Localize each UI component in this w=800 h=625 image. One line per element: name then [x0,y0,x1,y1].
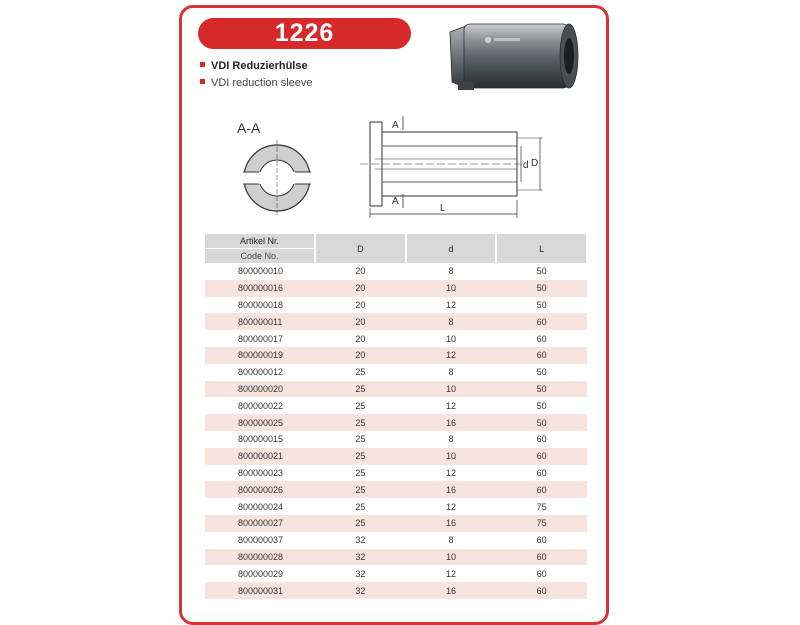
header-outer-diameter: D [315,234,406,263]
table-row [205,481,587,498]
table-row [205,397,587,414]
cross-section-view [239,140,315,216]
inner-diameter-cell: 12 [406,347,497,364]
inner-diameter-cell: 8 [406,263,497,280]
length-cell: 50 [496,414,587,431]
inner-diameter-cell: 12 [406,465,497,482]
outer-diameter-cell: 32 [315,565,406,582]
length-label: L [440,203,446,214]
outer-diameter-cell: 25 [315,364,406,381]
length-cell: 50 [496,280,587,297]
code-cell: 800000010 [205,263,315,280]
length-cell: 60 [496,549,587,566]
inner-diameter-cell: 12 [406,297,497,314]
code-cell: 800000026 [205,481,315,498]
inner-diameter-cell: 12 [406,565,497,582]
code-cell: 800000012 [205,364,315,381]
length-cell: 60 [496,465,587,482]
outer-diameter-cell: 20 [315,330,406,347]
outer-diameter-cell: 25 [315,515,406,532]
inner-diameter-cell: 16 [406,582,497,599]
header-inner-diameter: d [406,234,497,263]
technical-drawing [225,108,555,223]
inner-diameter-cell: 8 [406,532,497,549]
code-cell: 800000011 [205,313,315,330]
length-cell: 50 [496,297,587,314]
code-cell: 800000016 [205,280,315,297]
code-cell: 800000021 [205,448,315,465]
outer-diameter-cell: 25 [315,465,406,482]
length-cell: 50 [496,263,587,280]
outer-diameter-cell: 25 [315,414,406,431]
table-row [205,347,587,364]
outer-diameter-cell: 25 [315,381,406,398]
code-cell: 800000037 [205,532,315,549]
code-cell: 800000017 [205,330,315,347]
table-row [205,582,587,599]
inner-diameter-cell: 12 [406,397,497,414]
outer-diameter-cell: 20 [315,347,406,364]
code-cell: 800000024 [205,498,315,515]
length-cell: 75 [496,498,587,515]
bullet-square-icon [200,79,205,84]
table-row [205,364,587,381]
code-cell: 800000031 [205,582,315,599]
inner-diameter-label: d [523,160,529,171]
length-cell: 60 [496,565,587,582]
code-cell: 800000015 [205,431,315,448]
title-german [200,60,308,72]
length-cell: 60 [496,532,587,549]
length-cell: 60 [496,582,587,599]
table-row [205,515,587,532]
product-number-badge: 1226 [198,18,411,49]
outer-diameter-cell: 25 [315,448,406,465]
length-cell: 75 [496,515,587,532]
table-row [205,465,587,482]
outer-diameter-label: D [531,158,539,169]
length-cell: 60 [496,313,587,330]
outer-diameter-cell: 20 [315,280,406,297]
table-header-row [205,234,587,263]
code-cell: 800000027 [205,515,315,532]
length-cell: 60 [496,330,587,347]
header-article-en: Code No. [205,248,314,263]
length-cell: 50 [496,364,587,381]
section-marker-bottom: A [392,196,399,207]
table-row [205,498,587,515]
section-marker-top: A [392,120,399,131]
code-cell: 800000019 [205,347,315,364]
specification-table [205,234,588,599]
inner-diameter-cell: 8 [406,364,497,381]
outer-diameter-cell: 32 [315,532,406,549]
inner-diameter-cell: 10 [406,381,497,398]
outer-diameter-cell: 20 [315,313,406,330]
inner-diameter-cell: 10 [406,549,497,566]
bullet-square-icon [200,62,205,67]
length-cell: 60 [496,481,587,498]
inner-diameter-cell: 16 [406,515,497,532]
outer-diameter-cell: 20 [315,297,406,314]
table-row [205,297,587,314]
table-row [205,549,587,566]
inner-diameter-cell: 10 [406,448,497,465]
code-cell: 800000022 [205,397,315,414]
outer-diameter-cell: 25 [315,481,406,498]
table-row [205,381,587,398]
inner-diameter-cell: 8 [406,313,497,330]
header-length: L [496,234,587,263]
title-english-text: VDI reduction sleeve [211,77,313,89]
table-row [205,532,587,549]
header-article-number [205,234,315,263]
outer-diameter-cell: 25 [315,498,406,515]
outer-diameter-cell: 32 [315,582,406,599]
table-row [205,280,587,297]
code-cell: 800000018 [205,297,315,314]
outer-diameter-cell: 25 [315,431,406,448]
code-cell: 800000029 [205,565,315,582]
section-label: A-A [237,120,261,136]
length-cell: 60 [496,347,587,364]
outer-diameter-cell: 32 [315,549,406,566]
inner-diameter-cell: 16 [406,414,497,431]
inner-diameter-cell: 8 [406,431,497,448]
product-photo [444,18,584,94]
table-row [205,448,587,465]
table-row [205,414,587,431]
length-cell: 50 [496,397,587,414]
title-german-text: VDI Reduzierhülse [211,60,308,72]
outer-diameter-cell: 20 [315,263,406,280]
outer-diameter-cell: 25 [315,397,406,414]
table-row [205,431,587,448]
length-cell: 50 [496,381,587,398]
header-article-de: Artikel Nr. [239,236,279,246]
length-cell: 60 [496,448,587,465]
code-cell: 800000023 [205,465,315,482]
code-cell: 800000025 [205,414,315,431]
inner-diameter-cell: 10 [406,280,497,297]
table-row [205,263,587,280]
inner-diameter-cell: 16 [406,481,497,498]
length-cell: 60 [496,431,587,448]
table-row [205,313,587,330]
inner-diameter-cell: 10 [406,330,497,347]
table-row [205,330,587,347]
table-row [205,565,587,582]
inner-diameter-cell: 12 [406,498,497,515]
code-cell: 800000028 [205,549,315,566]
side-view [360,122,525,206]
title-english [200,77,313,89]
code-cell: 800000020 [205,381,315,398]
